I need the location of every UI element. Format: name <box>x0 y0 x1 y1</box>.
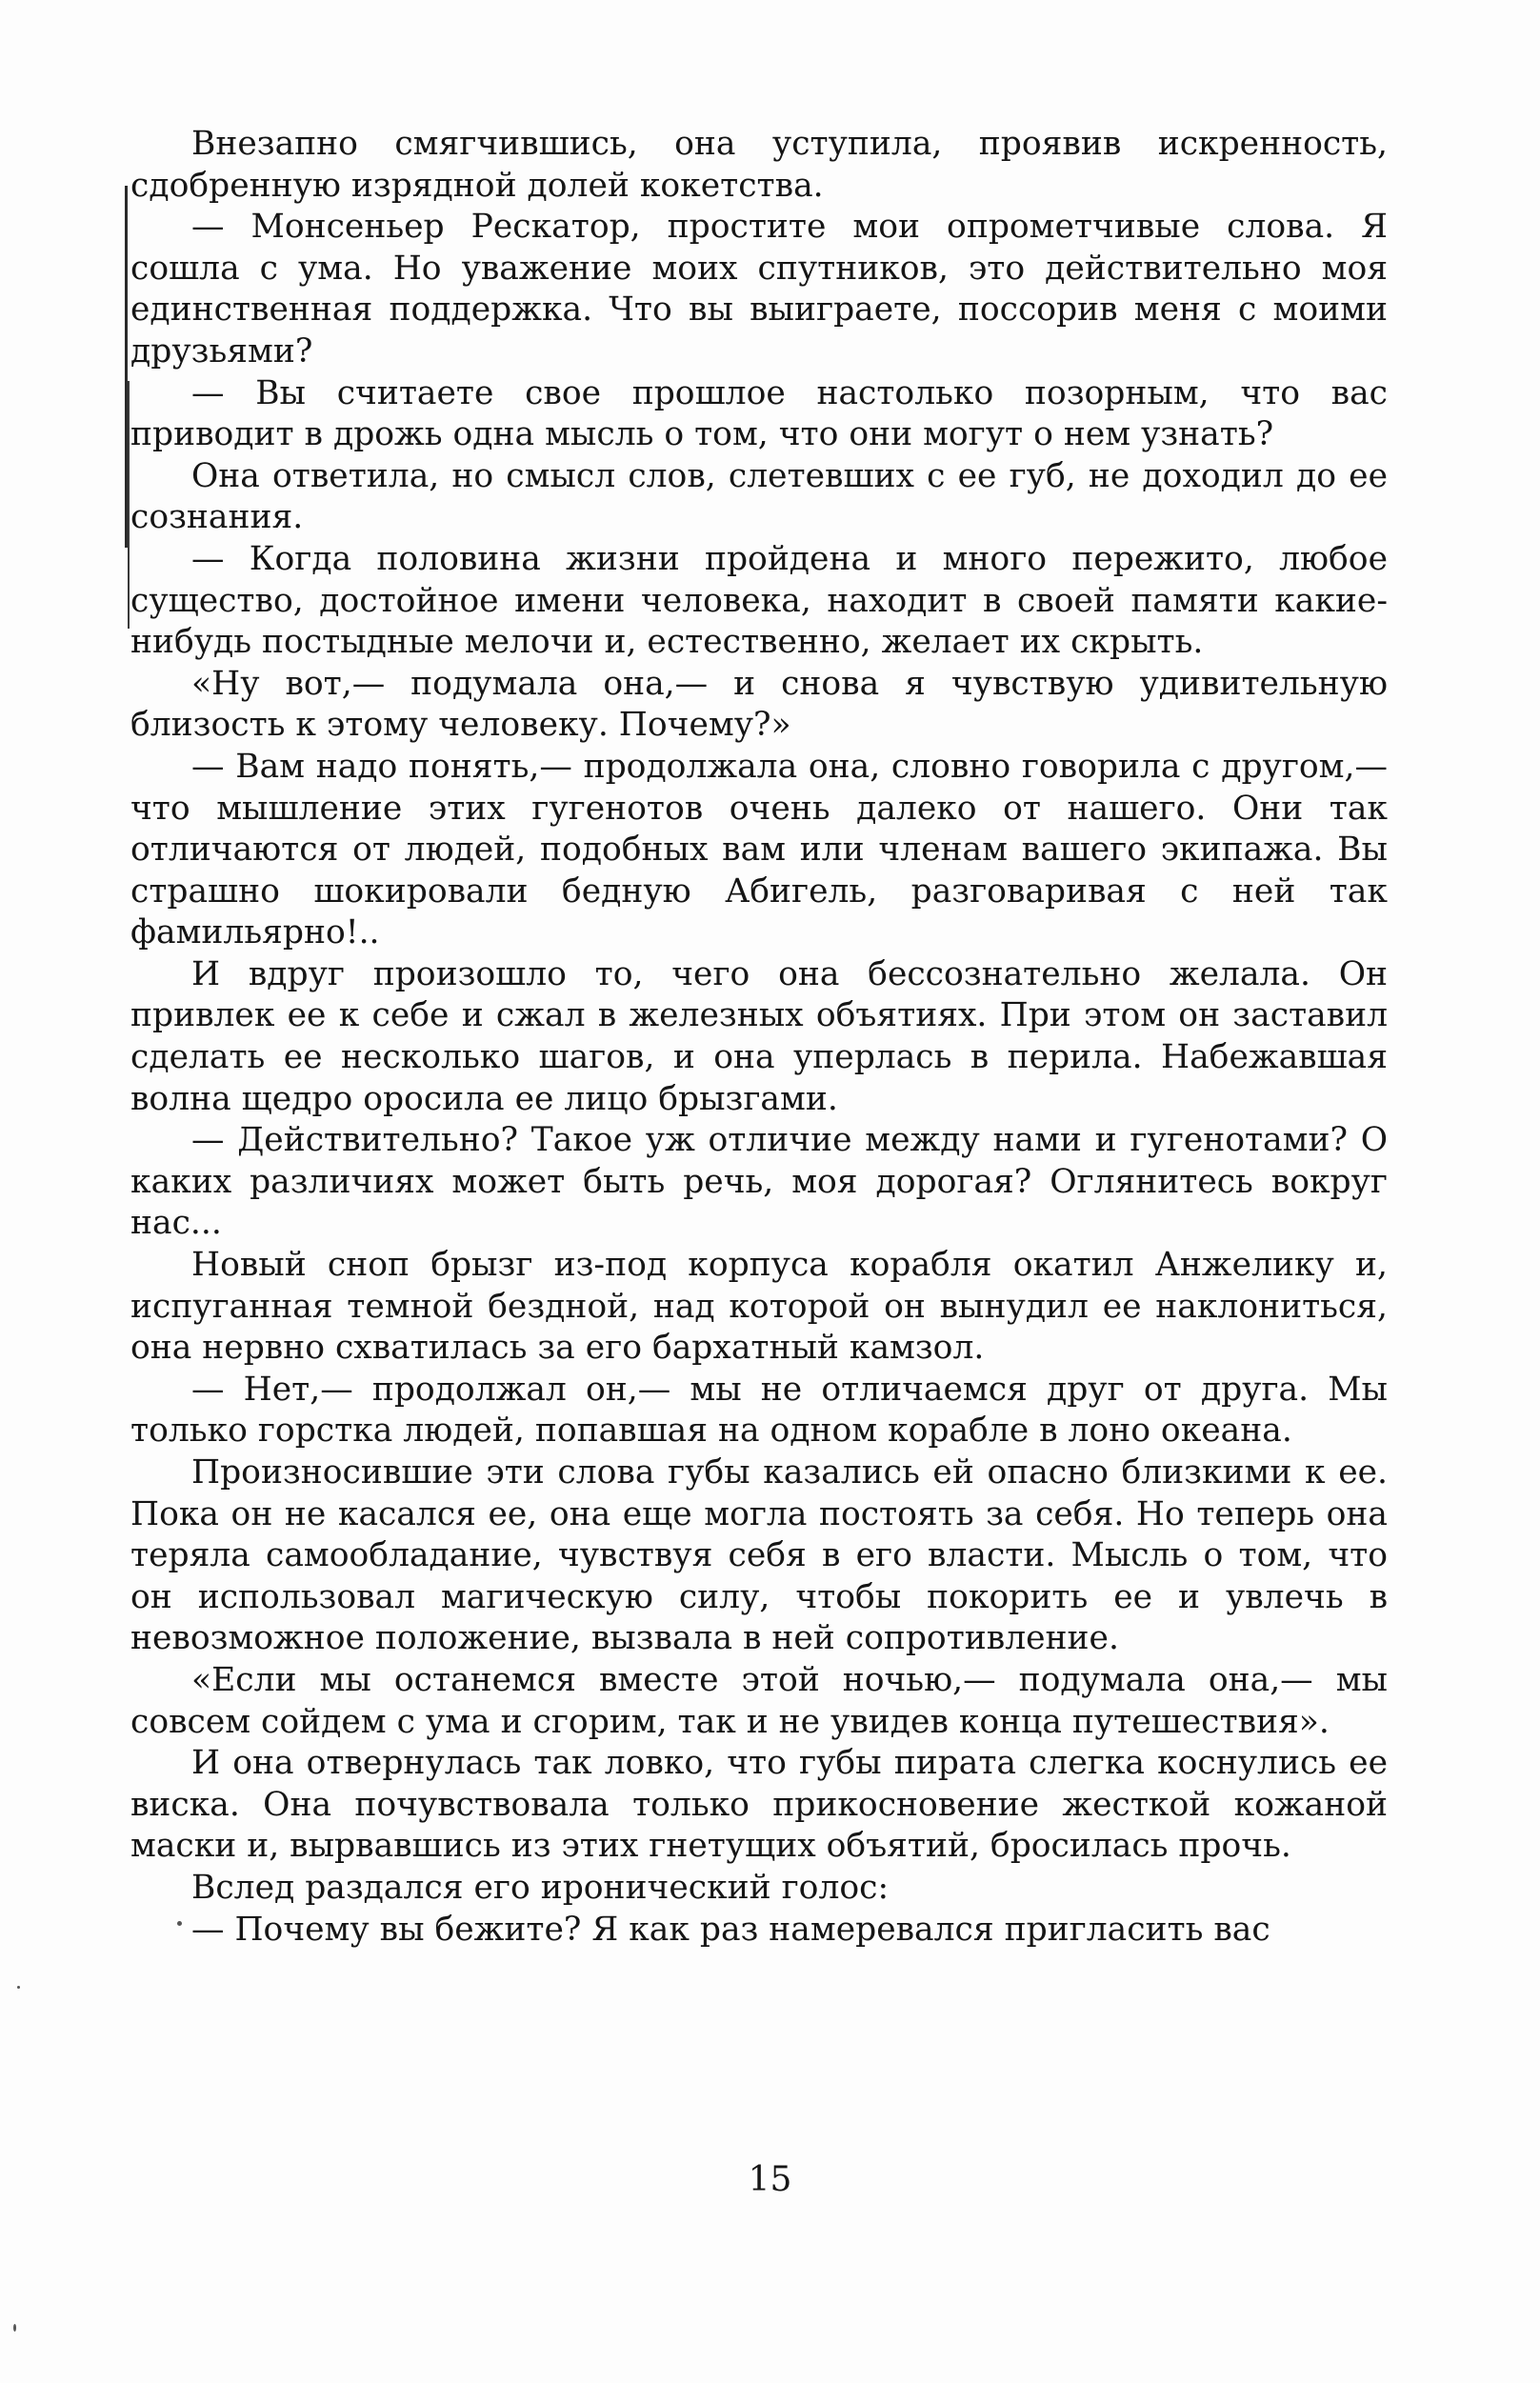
paragraph: — Вы считаете свое прошлое настолько позорным, что вас приводит в дрожь одна мысль о том, что они могут о нем узнать? <box>130 373 1388 454</box>
paragraph: «Ну вот,— подумала она,— и снова я чувствую удивительную близость к этому человеку. Почему?» <box>130 664 1388 745</box>
page-number: 15 <box>748 2160 792 2199</box>
scan-speck <box>17 1986 20 1989</box>
paragraph: Новый сноп брызг из-под корпуса корабля окатил Анжелику и, испуганная темной бездной, над которой он вынудил ее наклониться, она нервно схватилась за его бархатный камзол. <box>130 1246 1388 1368</box>
paragraph: И она отвернулась так ловко, что губы пирата слегка коснулись ее виска. Она почувствовала только прикосновение жесткой кожаной маски и, вырвавшись из этих гнетущих объятий, бросилась прочь. <box>130 1744 1388 1866</box>
paragraph: — Нет,— продолжал он,— мы не отличаемся друг от друга. Мы только горстка людей, попавшая на одном корабле в лоно океана. <box>130 1370 1388 1451</box>
scan-speck <box>13 2324 16 2332</box>
paragraph: — Действительно? Такое уж отличие между нами и гугенотами? О каких различиях может быть речь, моя дорогая? Оглянитесь вокруг нас... <box>130 1121 1388 1243</box>
body-text <box>130 124 1388 1951</box>
paragraph: И вдруг произошло то, чего она бессознательно желала. Он привлек ее к себе и сжал в железных объятиях. При этом он заставил сделать ее несколько шагов, и она уперлась в перила. Набежавшая волна щедро оросила ее лицо брызгами. <box>130 954 1388 1118</box>
paragraph: — Когда половина жизни пройдена и много пережито, любое существо, достойное имени человека, находит в своей памяти какие-нибудь постыдные мелочи и, естественно, желает их скрыть. <box>130 539 1388 662</box>
paragraph: «Если мы останемся вместе этой ночью,— подумала она,— мы совсем сойдем с ума и сгорим, так и не увидев конца путешествия». <box>130 1660 1388 1741</box>
paragraph: Она ответила, но смысл слов, слетевших с ее губ, не доходил до ее сознания. <box>130 456 1388 537</box>
paragraph: Произносившие эти слова губы казались ей опасно близкими к ее. Пока он не касался ее, она еще могла постоять за себя. Но теперь она теряла самообладание, чувствуя себя в его власти. Мысль о том, что он использовал магическую силу, чтобы покорить ее и увлечь в невозможное положение, вызвала в ней сопротивление. <box>130 1453 1388 1658</box>
scan-speck <box>177 1921 182 1926</box>
paragraph: — Почему вы бежите? Я как раз намеревался пригласить вас <box>191 1910 1270 1949</box>
paragraph: Внезапно смягчившись, она уступила, проявив искренность, сдобренную изрядной долей кокетства. <box>130 125 1388 205</box>
paragraph: Вслед раздался его иронический голос: <box>191 1868 890 1907</box>
paragraph: — Вам надо понять,— продолжала она, словно говорила с другом,— что мышление этих гугенотов очень далеко от нашего. Они так отличаются от людей, подобных вам или членам вашего экипажа. Вы страшно шокировали бедную Абигель, разговаривая с ней так фамильярно!.. <box>130 747 1388 952</box>
margin-scan-line <box>128 381 130 629</box>
paragraph: — Монсеньер Рескатор, простите мои опрометчивые слова. Я сошла с ума. Но уважение моих спутников, это действительно моя единственная поддержка. Что вы выиграете, поссорив меня с моими друзьями? <box>130 208 1388 370</box>
